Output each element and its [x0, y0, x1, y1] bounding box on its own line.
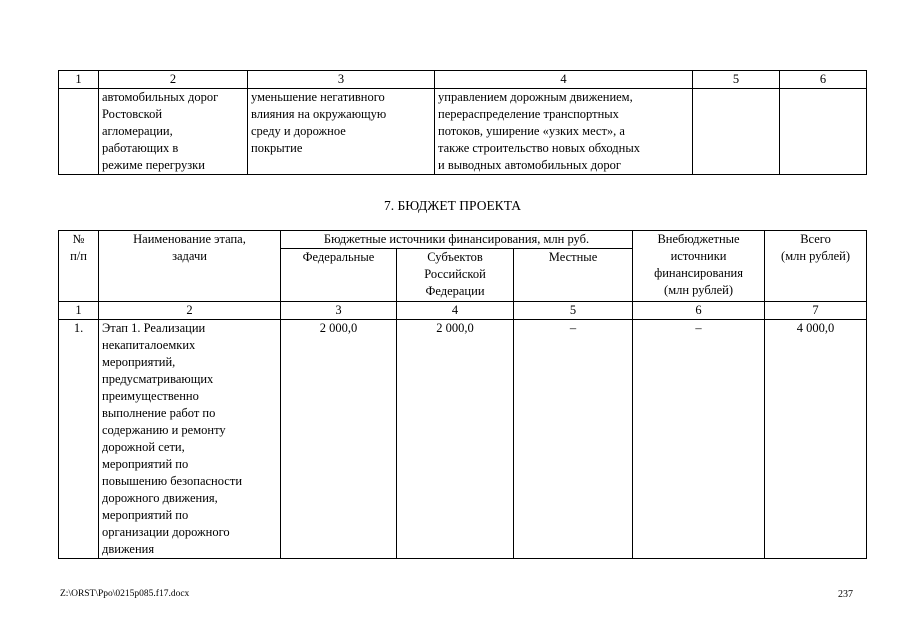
- cell-line: управлением дорожным движением,: [438, 90, 633, 104]
- cell-line: выполнение работ по: [102, 406, 216, 420]
- header-no: [59, 231, 99, 302]
- header-local: Местные: [514, 249, 633, 302]
- header-line: Федерации: [425, 284, 485, 298]
- cell-line: режиме перегрузки: [102, 158, 205, 172]
- cell-1: [59, 89, 99, 175]
- col-num-5: 5: [693, 71, 780, 89]
- cell-line: дорожной сети,: [102, 440, 185, 454]
- header-stage: [99, 231, 281, 302]
- header-line: п/п: [70, 249, 87, 263]
- cell-line: агломерации,: [102, 124, 173, 138]
- col-num-6: 6: [780, 71, 867, 89]
- cell-6: [780, 89, 867, 175]
- header-line: Наименование этапа,: [133, 232, 246, 246]
- header-line: (млн рублей): [781, 249, 851, 263]
- col-num-3: 3: [281, 302, 397, 320]
- cell-line: преимущественно: [102, 389, 199, 403]
- continuation-table: [58, 70, 867, 175]
- col-num-4: 4: [435, 71, 693, 89]
- extra-value: –: [633, 320, 765, 559]
- cell-line: повышению безопасности: [102, 474, 243, 488]
- header-total: [765, 231, 867, 302]
- header-extra-budget: [633, 231, 765, 302]
- header-line: (млн рублей): [664, 283, 734, 297]
- col-num-4: 4: [397, 302, 514, 320]
- column-number-row: [59, 71, 867, 89]
- col-num-3: 3: [248, 71, 435, 89]
- col-num-5: 5: [514, 302, 633, 320]
- cell-3: [248, 89, 435, 175]
- cell-line: перераспределение транспортных: [438, 107, 619, 121]
- col-num-1: 1: [59, 302, 99, 320]
- cell-line: некапиталоемких: [102, 338, 196, 352]
- footer-file-path: Z:\ORST\Ppo\0215p085.f17.docx: [60, 589, 190, 599]
- cell-line: и выводных автомобильных дорог: [438, 158, 621, 172]
- col-num-2: 2: [99, 71, 248, 89]
- cell-line: предусматривающих: [102, 372, 214, 386]
- col-num-2: 2: [99, 302, 281, 320]
- stage-name: [99, 320, 281, 559]
- cell-line: потоков, уширение «узких мест», а: [438, 124, 625, 138]
- cell-line: автомобильных дорог: [102, 90, 219, 104]
- cell-line: организации дорожного: [102, 525, 230, 539]
- cell-line: мероприятий по: [102, 508, 189, 522]
- header-budget-sources: Бюджетные источники финансирования, млн руб.: [281, 231, 633, 249]
- budget-table: [58, 230, 867, 559]
- column-number-row: [59, 302, 867, 320]
- cell-line: дорожного движения,: [102, 491, 218, 505]
- header-federal: Федеральные: [281, 249, 397, 302]
- header-line: Внебюджетные: [657, 232, 740, 246]
- subjects-value: 2 000,0: [397, 320, 514, 559]
- col-num-6: 6: [633, 302, 765, 320]
- cell-line: работающих в: [102, 141, 179, 155]
- cell-line: уменьшение негативного: [251, 90, 385, 104]
- cell-line: движения: [102, 542, 155, 556]
- header-line: источники: [670, 249, 727, 263]
- cell-line: мероприятий,: [102, 355, 176, 369]
- cell-line: Этап 1. Реализации: [102, 321, 206, 335]
- cell-line: содержанию и ремонту: [102, 423, 226, 437]
- cell-line: влияния на окружающую: [251, 107, 387, 121]
- table-row: [59, 89, 867, 175]
- cell-4: [435, 89, 693, 175]
- cell-2: [99, 89, 248, 175]
- table-row: [59, 320, 867, 559]
- header-subjects: [397, 249, 514, 302]
- cell-line: Ростовской: [102, 107, 163, 121]
- cell-line: среду и дорожное: [251, 124, 346, 138]
- header-line: Российской: [424, 267, 486, 281]
- header-row-1: [59, 231, 867, 249]
- header-line: задачи: [172, 249, 207, 263]
- cell-line: покрытие: [251, 141, 303, 155]
- header-line: Субъектов: [427, 250, 483, 264]
- header-line: Всего: [800, 232, 831, 246]
- federal-value: 2 000,0: [281, 320, 397, 559]
- row-number: 1.: [59, 320, 99, 559]
- header-line: №: [72, 232, 85, 246]
- total-value: 4 000,0: [765, 320, 867, 559]
- cell-line: также строительство новых обходных: [438, 141, 640, 155]
- col-num-1: 1: [59, 71, 99, 89]
- cell-line: мероприятий по: [102, 457, 189, 471]
- section-title: 7. БЮДЖЕТ ПРОЕКТА: [383, 198, 522, 213]
- page-number: 237: [838, 589, 853, 600]
- header-line: финансирования: [654, 266, 743, 280]
- col-num-7: 7: [765, 302, 867, 320]
- cell-5: [693, 89, 780, 175]
- local-value: –: [514, 320, 633, 559]
